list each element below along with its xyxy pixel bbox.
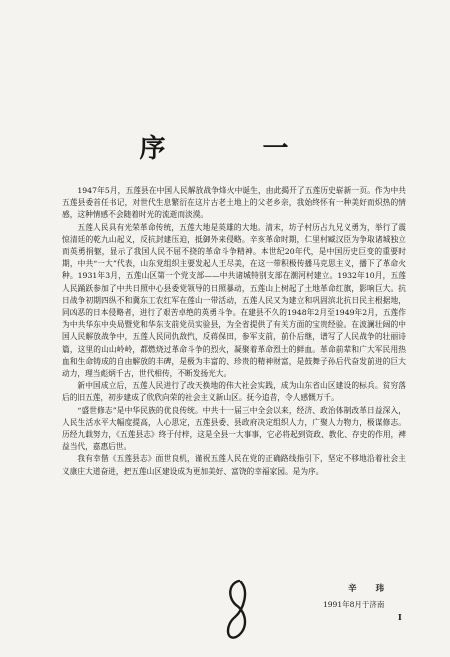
paragraph: “盛世修志”是中华民族的优良传统。中共十一届三中全会以来，经济、政治体制改革日益深入，人民生活水平大幅度提高，人心思定，五莲县委、县政府决定组织人力，广聚人力物力，极谋修志。历经九载努力，《五莲县志》终于付梓，这是全县一大事事，它必将起到资政、教化、存史的作用，裨益当代，嘉惠后世。 xyxy=(62,405,406,452)
signature-date: 1991年8月于济南 xyxy=(323,600,385,609)
page-number: I xyxy=(398,612,402,622)
author-name: 辛 玮 xyxy=(348,584,392,594)
handwritten-mark xyxy=(222,575,252,645)
paragraph: 五莲人民具有光荣革命传统，五莲大地是英雄的大地。清末，坊子村历占九兄义勇为，举行了震惊清廷的乾九山起义，反抗封建压迫，抵御外来侵略。辛亥革命时期，仁里村臧汉臣为争取诸城独立而英勇捐躯，显示了我国人民不屈不挠的革命斗争精神。本世纪20年代，是中国历史巨变的重要时期，中共“一大”代表，山东党组织主要发起人王尽美，在这一带积极传播马克思主义，播下了革命火种。1931年3月，五莲山区第一个党支部——中共诸城特别支部在潮河村建立。1932年10月，五莲人民踊跃参加了中共日照中心县委党领导的日照暴动，五莲山上树起了土地革命红旗，影响巨大。抗日战争初期四纵不和冀东工农红军在莲山一带活动，五莲人民又为建立和巩固滨北抗日民主根据地，同凶恶的日本侵略者，进行了艰苦卓绝的英勇斗争。在建县不久的1948年2月至1949年2月，五莲作为中共华东中央局暨党和华东支前党员实验县，为全省提供了有关方面的宝贵经验。在波澜壮阔的中国人民解放战争中，五莲人民同仇敌忾，反蒋保田，参军支前，前仆后继，谱写了人民战争的壮丽诗篇，这里的山山岭岭，都燃烧过革命斗争的烈火，凝聚着革命烈士的鲜血。革命前辈和广大军民用热血和生命铸成的自由解放的丰碑，是极为丰富的、珍贵的精神财富，是鼓舞子孙后代奋发前进的巨大动力，理当彪炳千古，世代相传，不断发扬光大。 xyxy=(62,222,406,379)
paragraph: 新中国成立后，五莲人民进行了改天换地的伟大社会实践，成为山东省山区建设的标兵。贫穷落后的旧五莲，初步建成了欣欣向荣的社会主义新山区。抚今追昔，令人感慨万千。 xyxy=(62,381,406,403)
paragraph: 我有幸偕《五莲县志》面世良机，谨祝五莲人民在党的正确路线指引下，坚定不移地沿着社会主义康庄大道奋进，把五莲山区建设成为更加美好、富饶的幸福家园。是为序。 xyxy=(62,454,406,476)
preface-body xyxy=(62,185,406,478)
page-title: 序 一 xyxy=(139,134,333,164)
paragraph: 1947年5月，五莲县在中国人民解放战争烽火中诞生，由此揭开了五莲历史崭新一页。作为中共五莲县委首任书记，对世代生息繁衍在这片古老土地上的父老乡亲，我始终怀有一种美好而炽热的情感，这种情感不会随着时光的流逝而淡漠。 xyxy=(62,186,406,220)
